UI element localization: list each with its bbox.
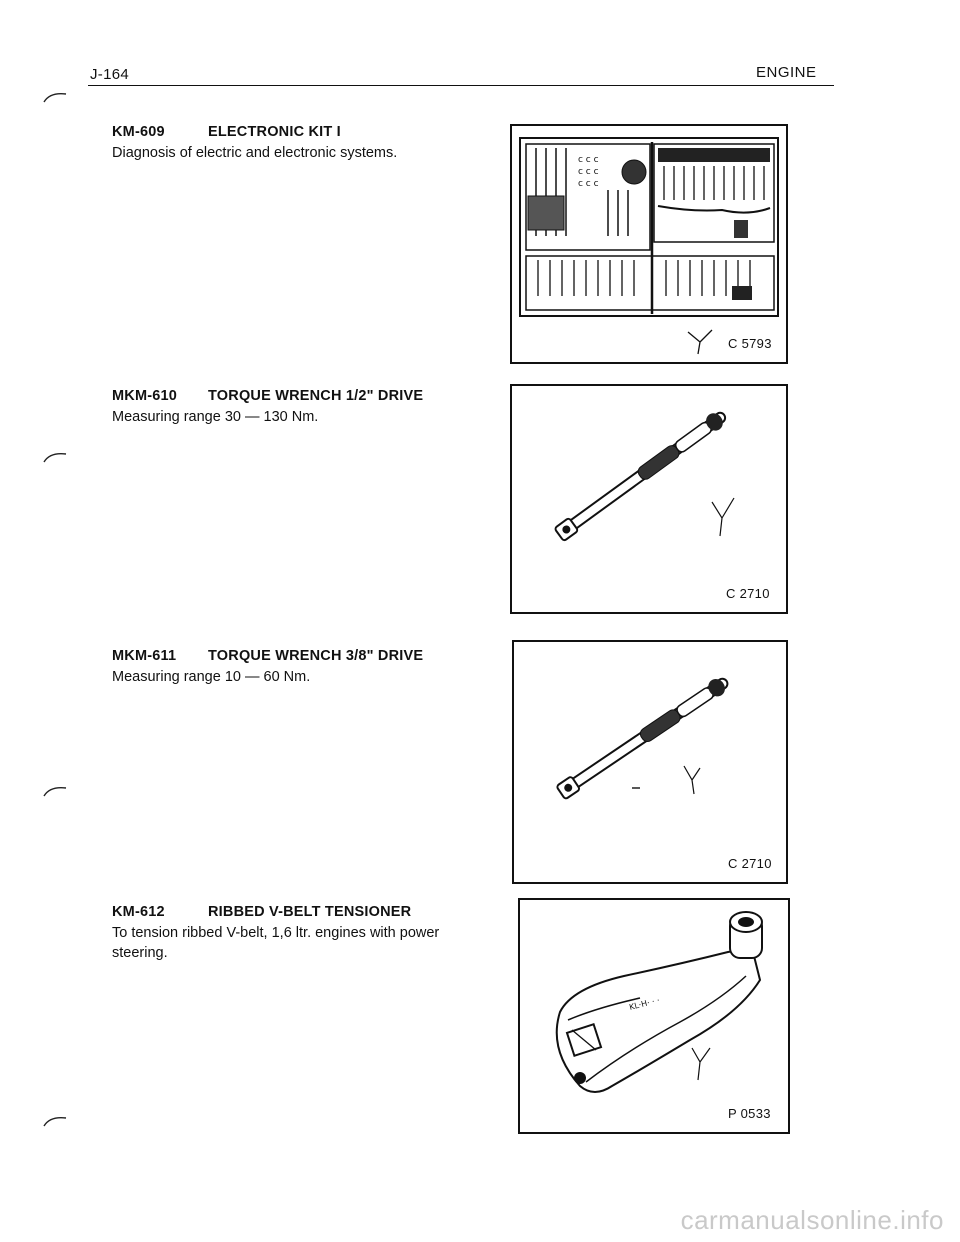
tool-title: ELECTRONIC KIT I <box>208 124 341 140</box>
tool-entry-mkm-611 <box>112 648 452 687</box>
page-number: J-164 <box>90 66 130 83</box>
tool-description: To tension ribbed V-belt, 1,6 ltr. engines with power steering. <box>112 925 440 961</box>
tool-heading <box>112 388 452 404</box>
svg-text:KL·H· · ·: KL·H· · · <box>628 995 661 1012</box>
figure-code: C 2710 <box>728 856 772 871</box>
figure-code: C 5793 <box>728 336 772 351</box>
tool-heading <box>112 124 452 140</box>
tool-description: Diagnosis of electric and electronic systems. <box>112 145 398 161</box>
header-rule <box>88 85 834 86</box>
tool-entry-mkm-610 <box>112 388 452 427</box>
tool-code: MKM-611 <box>112 648 177 664</box>
svg-text:c c c: c c c <box>578 179 599 189</box>
margin-tick-mark <box>42 1112 70 1130</box>
figure-code: C 2710 <box>726 586 770 601</box>
v-belt-tensioner-illustration <box>520 900 788 1132</box>
tool-title: TORQUE WRENCH 1/2" DRIVE <box>208 388 424 404</box>
margin-tick-mark <box>42 448 70 466</box>
figure-code: P 0533 <box>728 1106 771 1121</box>
torque-wrench-illustration <box>512 386 786 612</box>
margin-tick-mark <box>42 88 70 106</box>
tool-description: Measuring range 30 — 130 Nm. <box>112 409 319 425</box>
tool-code: KM-609 <box>112 124 165 140</box>
tool-entry-km-609 <box>112 124 452 163</box>
tool-title: TORQUE WRENCH 3/8" DRIVE <box>208 648 424 664</box>
tool-description: Measuring range 10 — 60 Nm. <box>112 669 311 685</box>
section-title: ENGINE <box>756 64 817 81</box>
figure-electronic-kit <box>510 124 788 364</box>
svg-text:c c c: c c c <box>578 167 599 177</box>
margin-tick-mark <box>42 782 70 800</box>
tool-heading <box>112 904 452 920</box>
tool-title: RIBBED V-BELT TENSIONER <box>208 904 412 920</box>
figure-torque-wrench-three-eighths-inch <box>512 640 788 884</box>
svg-text:c c c: c c c <box>578 155 599 165</box>
tool-heading <box>112 648 452 664</box>
watermark: carmanualsonline.info <box>680 1205 944 1235</box>
tool-entry-km-612 <box>112 904 452 963</box>
figure-v-belt-tensioner <box>518 898 790 1134</box>
tool-code: MKM-610 <box>112 388 178 404</box>
torque-wrench-illustration <box>514 642 786 882</box>
figure-torque-wrench-half-inch <box>510 384 788 614</box>
electronic-kit-illustration <box>512 126 786 362</box>
tool-code: KM-612 <box>112 904 165 920</box>
